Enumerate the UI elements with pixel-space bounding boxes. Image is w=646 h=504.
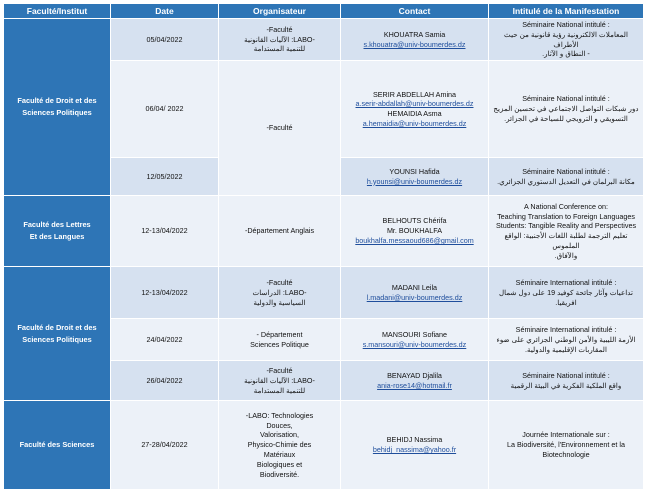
contact-email-link[interactable]: boukhalfa.messaoud686@gmail.com xyxy=(355,236,474,246)
contact-email-link[interactable]: ania-rose14@hotmail.fr xyxy=(377,380,452,390)
contact-email-link[interactable]: a.serir-abdallah@univ-boumerdes.dz xyxy=(355,99,474,109)
table-row xyxy=(4,267,644,319)
contact-name: BEHIDJ Nassima xyxy=(386,435,443,445)
title-cell: Séminaire National intitulé : المعاملات الالكترونية رؤية قانونية من حيث الأطراف - النطاق و الآثار. xyxy=(489,19,644,61)
organizer-cell: -Faculté -LABO: الدراسات السياسية والدولية xyxy=(219,267,341,319)
organizer-cell: -Faculté -LABO: الآليات القانونية للتنمية المستدامة xyxy=(219,361,341,401)
table-row xyxy=(4,19,644,61)
contact-name: HEMAIDIA Asma xyxy=(387,109,442,119)
contact-cell xyxy=(341,61,489,158)
organizer-cell: -Faculté xyxy=(219,61,341,196)
date-cell: 12-13/04/2022 xyxy=(111,267,219,319)
title-cell: A National Conference on: Teaching Translation to Foreign Languages Students: Tangible Reality and Perspectives تعليم الترجمة لطلبة اللغات الأجنبية: الواقع الملموس والآفاق. xyxy=(489,196,644,267)
contact-name: SERIR ABDELLAH Amina xyxy=(372,89,457,99)
organizer-cell: -LABO: Technologies Douces, Valorisation, Physico-Chimie des Matériaux Biologiques et Biodiversité. xyxy=(219,401,341,490)
title-cell: Séminaire National intitulé : واقع الملكية الفكرية في البيئة الرقمية xyxy=(489,361,644,401)
contact-name: BELHOUTS Chérifa xyxy=(382,216,447,226)
organizer-cell: - Département Sciences Politique xyxy=(219,319,341,361)
date-cell: 12/05/2022 xyxy=(111,158,219,196)
contact-cell xyxy=(341,319,489,361)
header-organizer: Organisateur xyxy=(219,4,341,19)
faculty-cell: Faculté de Droit et des Sciences Politiques xyxy=(4,267,111,401)
table-row xyxy=(4,196,644,267)
title-cell: Séminaire National intitulé : مكانة البرلمان في التعديل الدستوري الجزائري. xyxy=(489,158,644,196)
date-cell: 05/04/2022 xyxy=(111,19,219,61)
date-cell: 27-28/04/2022 xyxy=(111,401,219,490)
contact-email-link[interactable]: behidj_nassima@yahoo.fr xyxy=(372,445,457,455)
contact-email-link[interactable]: s.mansouri@univ-boumerdes.dz xyxy=(362,339,467,349)
header-date: Date xyxy=(111,4,219,19)
contact-email-link[interactable]: h.younsi@univ-boumerdes.dz xyxy=(366,176,463,186)
contact-email-link[interactable]: s.khouatra@univ-boumerdes.dz xyxy=(363,39,466,49)
contact-name: BENAYAD Djalila xyxy=(387,370,442,380)
header-title: Intitulé de la Manifestation xyxy=(489,4,644,19)
contact-email-link[interactable]: a.hemaidia@univ-boumerdes.dz xyxy=(362,118,467,128)
contact-name: MANSOURI Sofiane xyxy=(381,329,448,339)
title-cell: Séminaire International intitulé : تداعيات وآثار جائحة كوفيد 19 على دول شمال افريقيا. xyxy=(489,267,644,319)
title-cell: Séminaire International intitulé : الأزمة الليبية والأمن الوطني الجزائري على ضوء المقاربات الإقليمية والدولية. xyxy=(489,319,644,361)
contact-cell xyxy=(341,19,489,61)
contact-name: MADANI Leila xyxy=(391,282,438,292)
date-cell: 12-13/04/2022 xyxy=(111,196,219,267)
contact-email-link[interactable]: l.madani@univ-boumerdes.dz xyxy=(366,292,463,302)
contact-cell xyxy=(341,158,489,196)
date-cell: 06/04/ 2022 xyxy=(111,61,219,158)
events-table xyxy=(3,3,644,490)
faculty-cell: Faculté de Droit et des Sciences Politiques xyxy=(4,19,111,196)
contact-cell xyxy=(341,401,489,490)
faculty-cell: Faculté des Lettres Et des Langues xyxy=(4,196,111,267)
organizer-cell: -Département Anglais xyxy=(219,196,341,267)
organizer-cell: -Faculté -LABO: الآليات القانونية للتنمية المستدامة xyxy=(219,19,341,61)
contact-name: KHOUATRA Samia xyxy=(383,29,446,39)
title-cell: Journée Internationale sur : La Biodiversité, l'Environnement et la Biotechnologie xyxy=(489,401,644,490)
contact-name: Mr. BOUKHALFA xyxy=(386,226,443,236)
contact-cell xyxy=(341,196,489,267)
contact-cell xyxy=(341,361,489,401)
title-cell: Séminaire National intitulé : دور شبكات التواصل الاجتماعي في تحسين المزيج التسويقي و الترويجي للسياحة في الجزائر. xyxy=(489,61,644,158)
table-row xyxy=(4,401,644,490)
date-cell: 24/04/2022 xyxy=(111,319,219,361)
date-cell: 26/04/2022 xyxy=(111,361,219,401)
header-contact: Contact xyxy=(341,4,489,19)
header-faculty: Faculté/Institut xyxy=(4,4,111,19)
contact-cell xyxy=(341,267,489,319)
header-row xyxy=(4,4,644,19)
faculty-cell: Faculté des Sciences xyxy=(4,401,111,490)
contact-name: YOUNSI Hafida xyxy=(389,166,440,176)
